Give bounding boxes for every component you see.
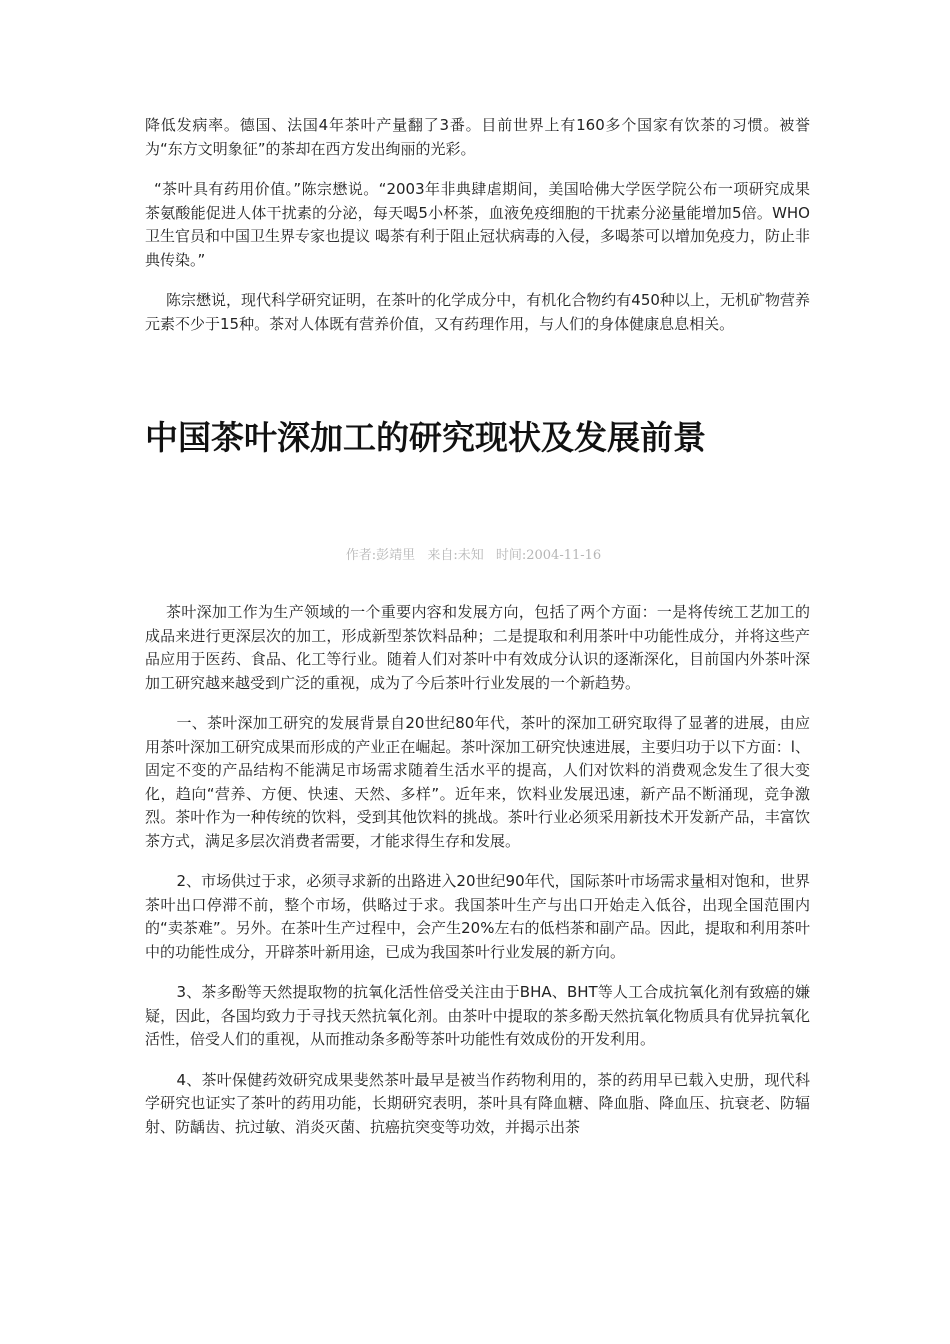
article-paragraph-4: 3、茶多酚等天然提取物的抗氧化活性倍受关注由于BHA、BHT等人工合成抗氧化剂有致癌的嫌疑，因此，各国均致力于寻找天然抗氧化剂。由茶叶中提取的茶多酚天然抗氧化物质具有优异抗氧化活性，倍受人们的重视，从而推动条多酚等茶叶功能性有效成份的开发利用。 (145, 983, 810, 1048)
intro-paragraph-3: 陈宗懋说，现代科学研究证明，在茶叶的化学成分中，有机化合物约有450种以上，无机矿物营养元素不少于15种。茶对人体既有营养价值，又有药理作用，与人们的身体健康息息相关。 (145, 291, 810, 333)
article-author: 作者:彭靖里 (345, 548, 416, 563)
article-time: 时间:2004-11-16 (495, 548, 602, 563)
article-body (145, 601, 810, 1139)
article-paragraph-2: 一、茶叶深加工研究的发展背景自20世纪80年代，茶叶的深加工研究取得了显著的进展，由应用茶叶深加工研究成果而形成的产业正在崛起。茶叶深加工研究快速进展，主要归功于以下方面：l、固定不变的产品结构不能满足市场需求随着生活水平的提高，人们对饮料的消费观念发生了很大变化，趋向“营养、方便、快速、天然、多样”。近年来，饮料业发展迅速，新产品不断涌现，竞争激烈。茶叶作为一种传统的饮料，受到其他饮料的挑战。茶叶行业必须采用新技术开发新产品，丰富饮茶方式，满足多层次消费者需要，才能求得生存和发展。 (145, 714, 810, 850)
intro-paragraph-2: “茶叶具有药用价值。”陈宗懋说。“2003年非典肆虐期间，美国哈佛大学医学院公布一项研究成果 茶氨酸能促进人体干扰素的分泌，每天喝5小杯茶，血液免疫细胞的干扰素分泌量能增加5倍。WHO卫生官员和中国卫生界专家也提议 喝茶有利于阻止冠状病毒的入侵，多喝茶可以增加免疫力，防止非典传染。” (145, 180, 810, 269)
intro-paragraph-1: 降低发病率。德国、法国4年茶叶产量翻了3番。目前世界上有160多个国家有饮茶的习惯。被誉为“东方文明象征”的茶却在西方发出绚丽的光彩。 (145, 116, 810, 158)
document-content (145, 114, 810, 1156)
article-paragraph-1: 茶叶深加工作为生产领域的一个重要内容和发展方向，包括了两个方面：一是将传统工艺加工的成品来进行更深层次的加工，形成新型茶饮料品种；二是提取和利用茶叶中功能性成分，并将这些产品应用于医药、食品、化工等行业。随着人们对茶叶中有效成分认识的逐渐深化，目前国内外茶叶深加工研究越来越受到广泛的重视，成为了今后茶叶行业发展的一个新趋势。 (145, 603, 810, 692)
article-paragraph-3: 2、市场供过于求，必须寻求新的出路进入20世纪90年代，国际茶叶市场需求量相对饱和，世界茶叶出口停滞不前，整个市场，供略过于求。我国茶叶生产与出口开始走入低谷，出现全国范围内的“卖茶难”。另外。在茶叶生产过程中，会产生20%左右的低档茶和副产品。因此，提取和利用茶叶中的功能性成分，开辟茶叶新用途，已成为我国茶叶行业发展的新方向。 (145, 872, 810, 961)
article-meta (145, 547, 810, 565)
article-title: 中国茶叶深加工的研究现状及发展前景 (145, 418, 706, 457)
article-paragraph-5: 4、茶叶保健药效研究成果斐然茶叶最早是被当作药物利用的，茶的药用早已载入史册，现代科学研究也证实了茶叶的药用功能，长期研究表明，茶叶具有降血糖、降血脂、降血压、抗衰老、防辐射、防龋齿、抗过敏、消炎灭菌、抗癌抗突变等功效，并揭示出茶 (145, 1070, 810, 1136)
article-source: 来自:未知 (427, 548, 484, 563)
